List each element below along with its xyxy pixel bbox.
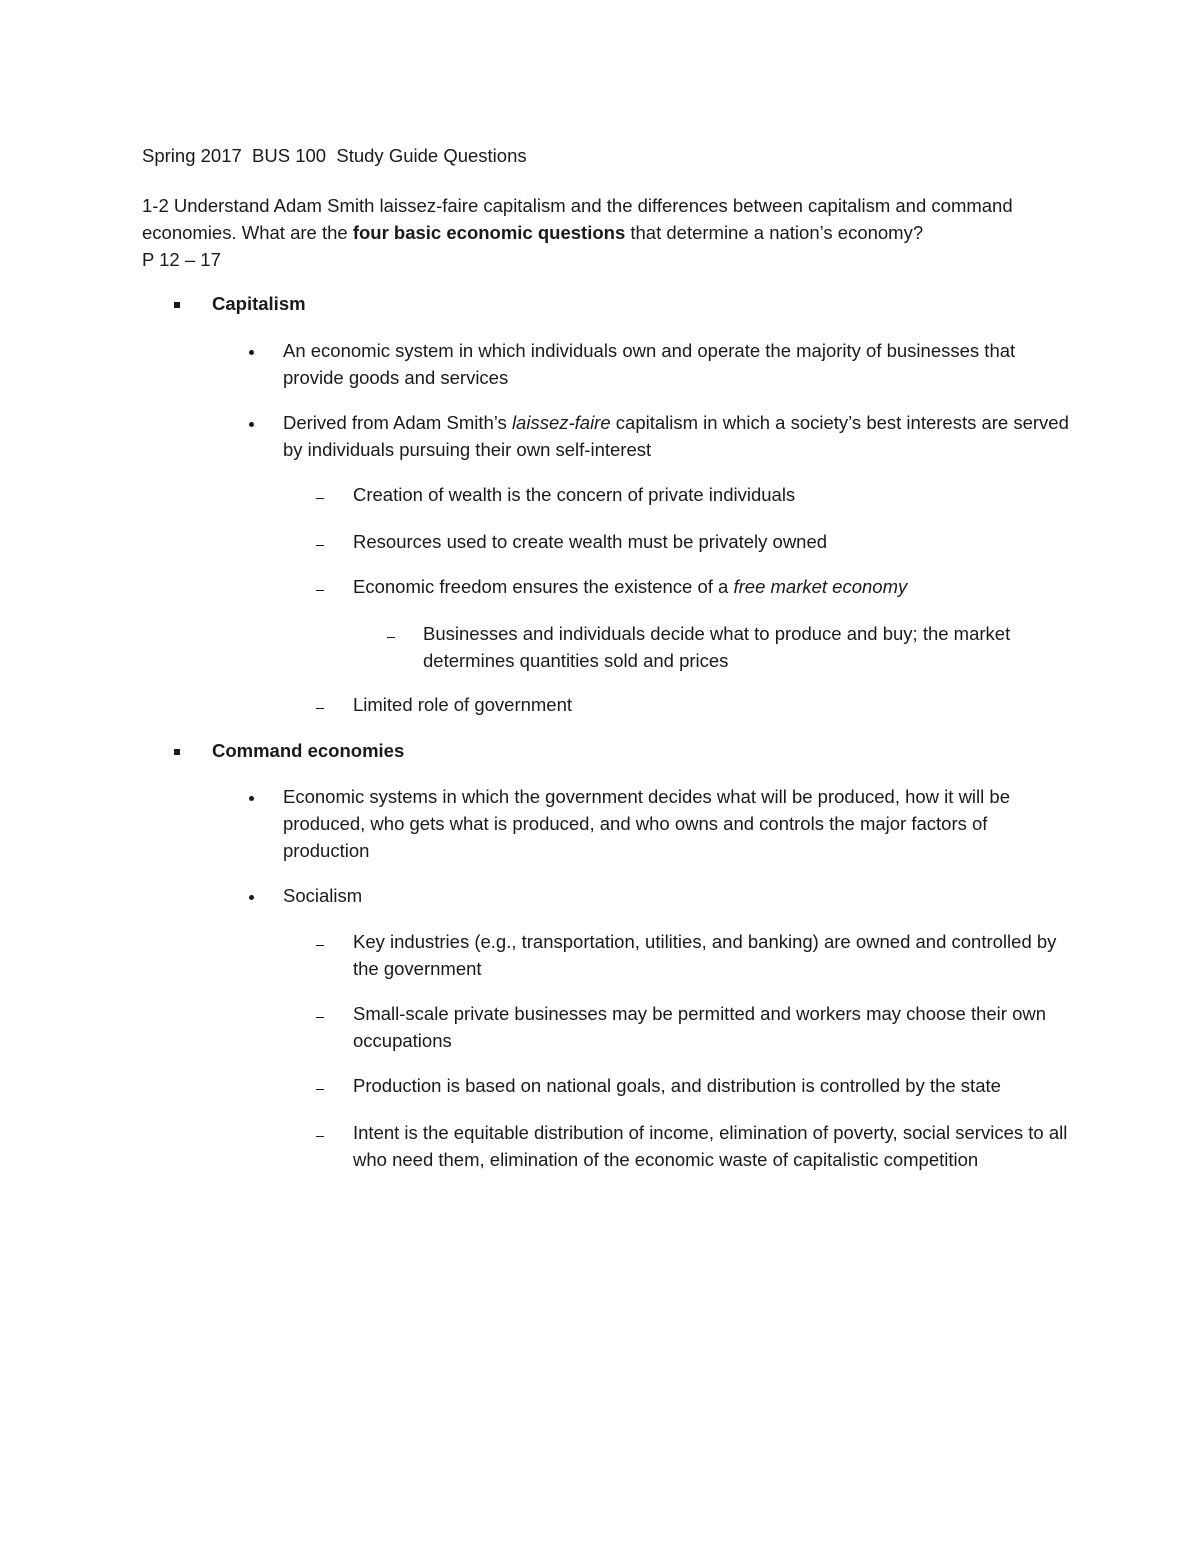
socialism-point: Small-scale private businesses may be permitted and workers may choose their own occupations xyxy=(353,1003,1047,1051)
heading-capitalism: Capitalism xyxy=(212,293,306,314)
intro-page-reference: P 12 – 17 xyxy=(142,249,221,270)
round-bullet-icon xyxy=(249,337,254,364)
intro-text-1: 1-2 Understand Adam Smith laissez-faire capitalism and the differences between capitalism and command economies. What are the xyxy=(142,195,1013,243)
intro-text-2: that determine a nation’s economy? xyxy=(625,222,924,243)
capitalism-point: Resources used to create wealth must be privately owned xyxy=(353,531,828,552)
capitalism-definition: An economic system in which individuals own and operate the majority of businesses that provide goods and services xyxy=(283,340,1016,388)
intro-paragraph xyxy=(142,192,1052,246)
dash-bullet-icon xyxy=(316,1000,324,1027)
capitalism-freedom-detail: Businesses and individuals decide what to produce and buy; the market determines quantities sold and prices xyxy=(423,623,1011,671)
capitalism-freedom: Economic freedom ensures the existence of a free market economy xyxy=(353,576,908,597)
capitalism-point: Creation of wealth is the concern of private individuals xyxy=(353,484,796,505)
dash-bullet-icon xyxy=(387,620,395,647)
dash-bullet-icon xyxy=(316,1072,324,1099)
dash-bullet-icon xyxy=(316,928,324,955)
command-definition: Economic systems in which the government decides what will be produced, how it will be produced, who gets what is produced, and who owns and controls the major factors of production xyxy=(283,786,1010,861)
capitalism-limited: Limited role of government xyxy=(353,694,573,715)
dash-bullet-icon xyxy=(316,528,324,555)
dash-bullet-icon xyxy=(316,481,324,508)
round-bullet-icon xyxy=(249,409,254,436)
document-title: Spring 2017 BUS 100 Study Guide Questions xyxy=(142,145,527,166)
dash-bullet-icon xyxy=(316,1119,324,1146)
square-bullet-icon xyxy=(174,290,180,317)
intro-bold-phrase: four basic economic questions xyxy=(352,222,626,243)
round-bullet-icon xyxy=(249,783,254,810)
square-bullet-icon xyxy=(174,737,180,764)
intro-question xyxy=(142,192,1052,273)
round-bullet-icon xyxy=(249,882,254,909)
dash-bullet-icon xyxy=(316,573,324,600)
socialism-label: Socialism xyxy=(283,885,363,906)
capitalism-derived: Derived from Adam Smith’s laissez-faire capitalism in which a society’s best interests are served by individuals pursuing their own self-interest xyxy=(283,412,1069,460)
socialism-point: Production is based on national goals, and distribution is controlled by the state xyxy=(353,1075,1001,1096)
dash-bullet-icon xyxy=(316,691,324,718)
socialism-point: Key industries (e.g., transportation, utilities, and banking) are owned and controlled by the government xyxy=(353,931,1057,979)
socialism-point: Intent is the equitable distribution of income, elimination of poverty, social services to all who need them, elimination of the economic waste of capitalistic competition xyxy=(353,1122,1068,1170)
heading-command-economies: Command economies xyxy=(212,740,405,761)
